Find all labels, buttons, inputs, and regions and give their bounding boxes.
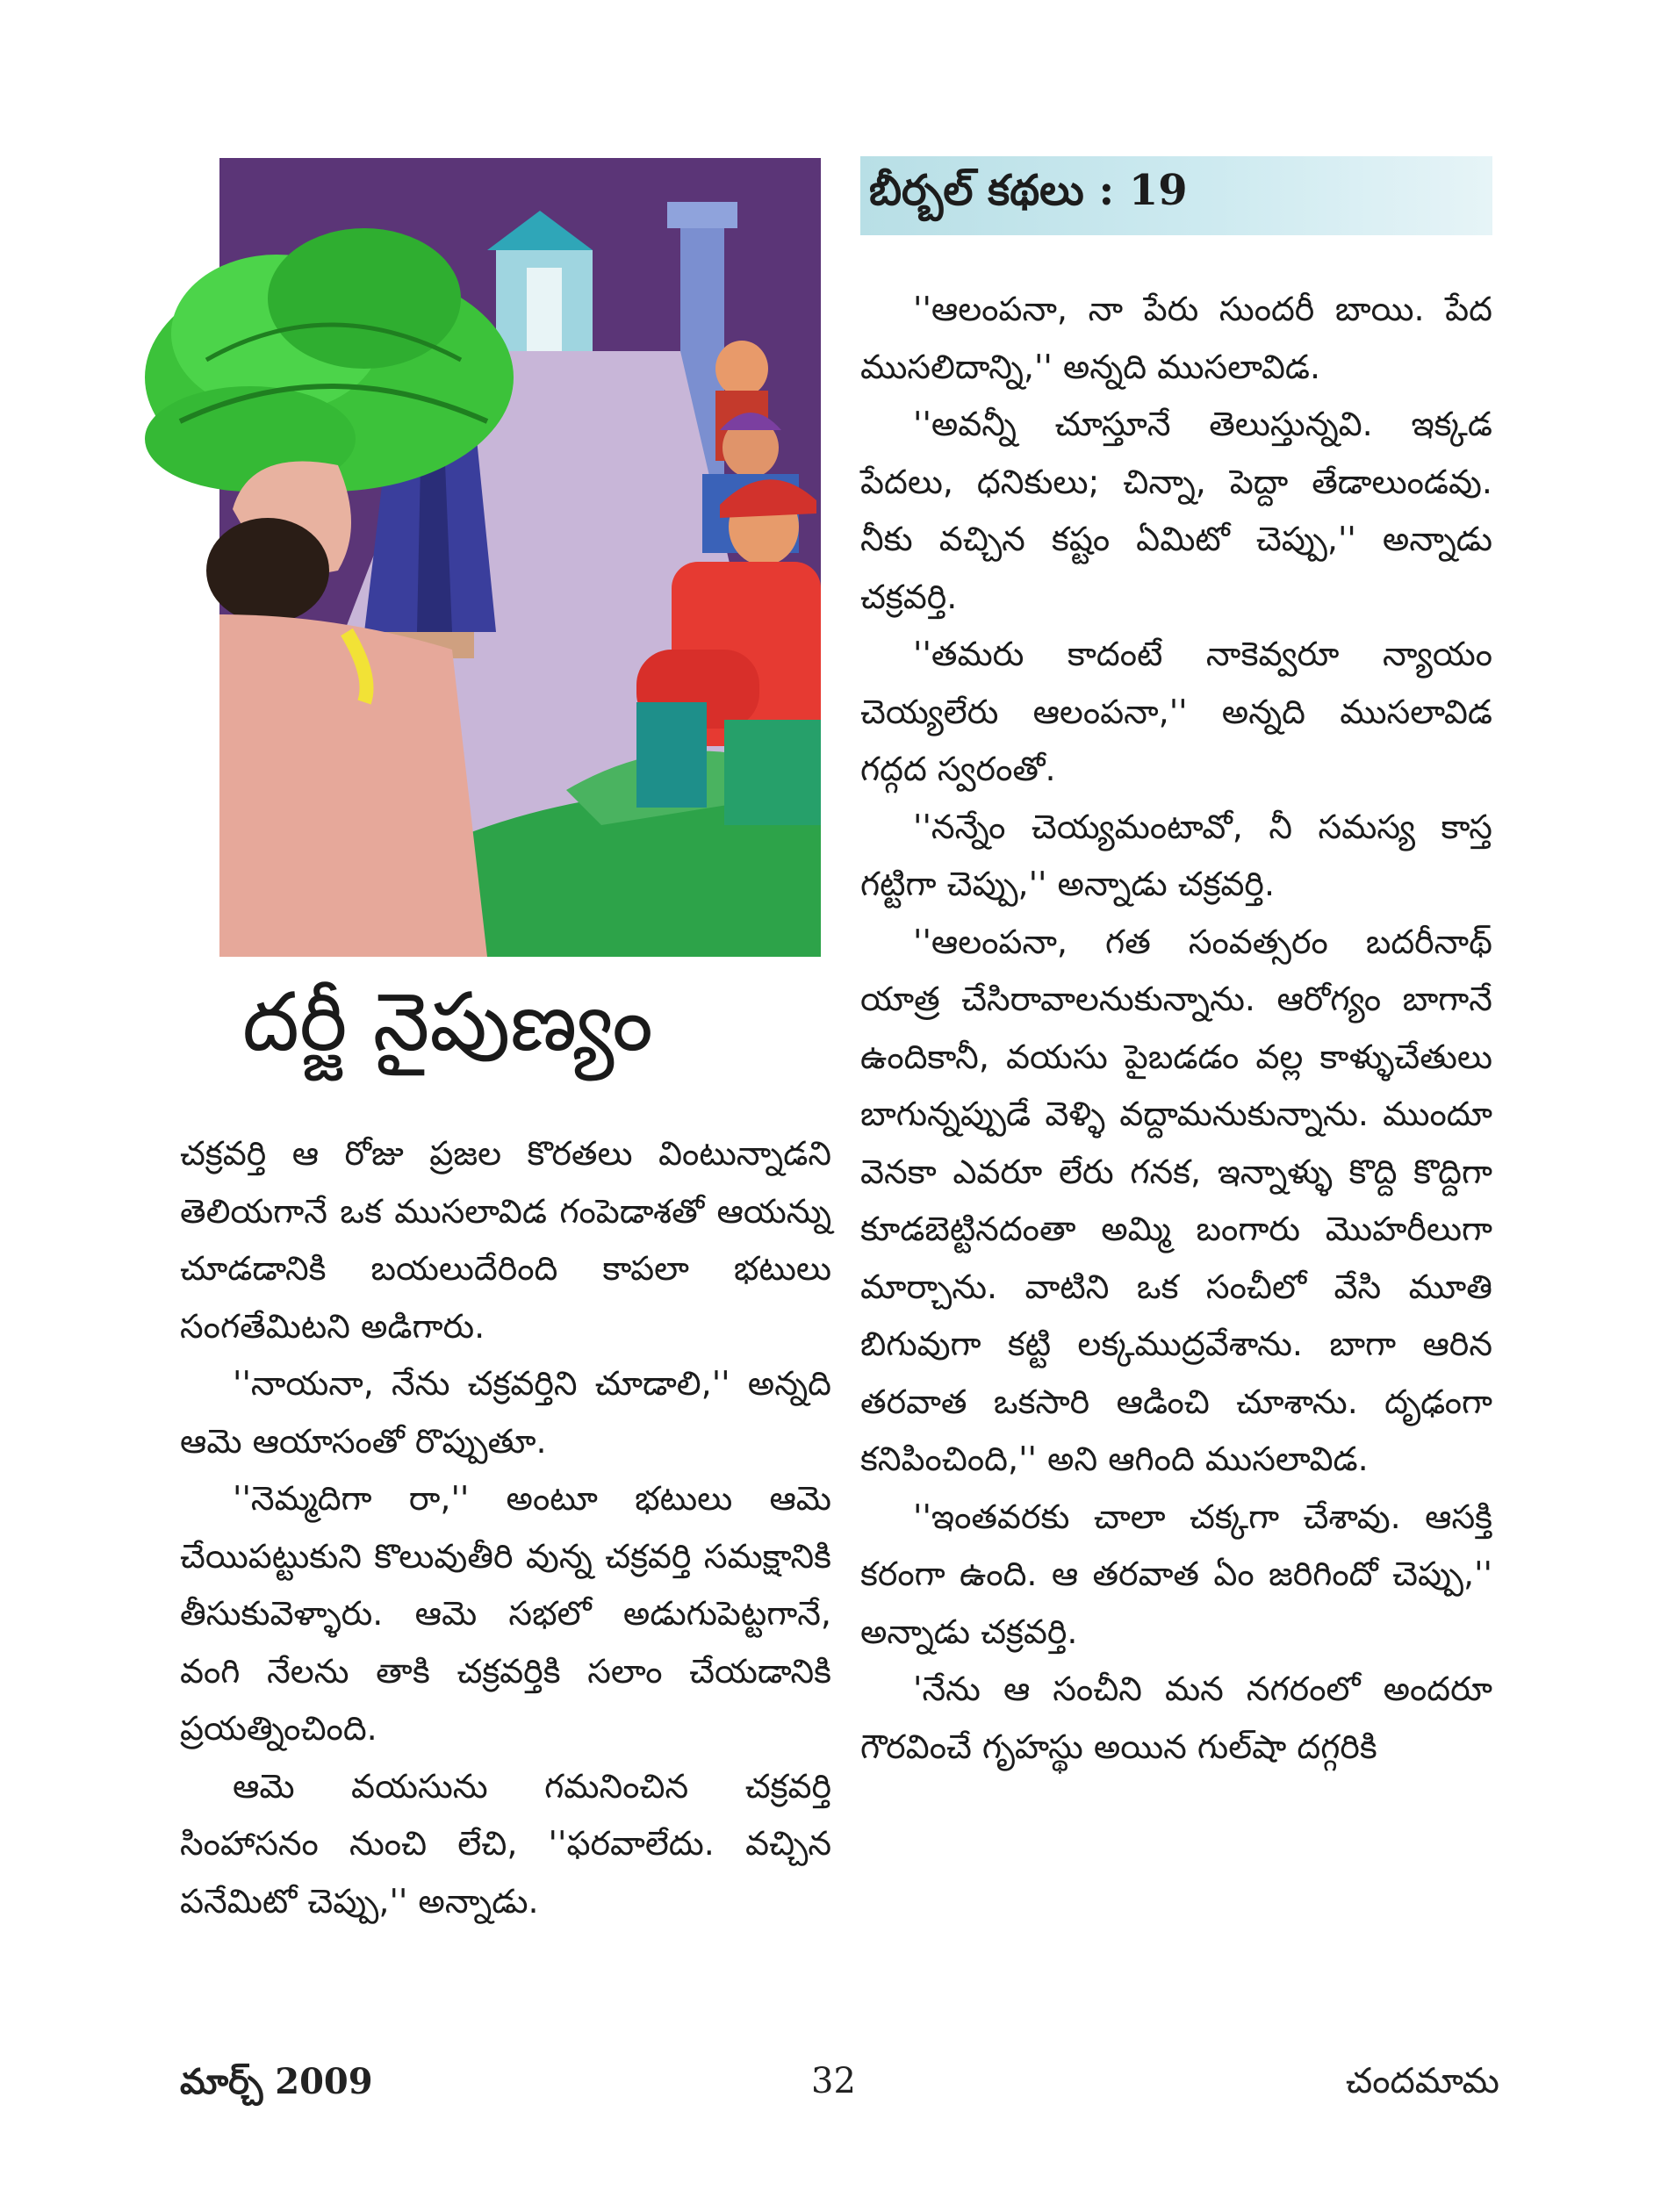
footer-magazine-name: చందమామ xyxy=(1345,2061,1499,2101)
paragraph: ''ఆలంపనా, గత సంవత్సరం బదరీనాథ్ యాత్ర చేసిరావాలనుకున్నాను. ఆరోగ్యం బాగానే ఉందికానీ, వయసు పైబడడం వల్ల కాళ్ళుచేతులు బాగున్నప్పుడే వెళ్ళి వద్దామనుకున్నాను. ముందూ వెనకా ఎవరూ లేరు గనక, ఇన్నాళ్ళు కొద్ది కొద్దిగా కూడబెట్టినదంతా అమ్మి బంగారు మొహరీలుగా మార్చాను. వాటిని ఒక సంచీలో వేసి మూతి బిగువుగా కట్టి లక్కముద్రవేశాను. బాగా ఆరిన తరవాత ఒకసారి ఆడించి చూశాను. దృఢంగా కనిపించింది,'' అని ఆగింది ముసలావిడ. xyxy=(860,922,1492,1478)
paragraph: ''ఇంతవరకు చాలా చక్కగా చేశావు. ఆసక్తి కరంగా ఉంది. ఆ తరవాత ఏం జరిగిందో చెప్పు,'' అన్నాడు చక్రవర్తి. xyxy=(860,1497,1492,1651)
paragraph: ''ఆలంపనా, నా పేరు సుందరీ బాయి. పేద ముసలిదాన్ని,'' అన్నది ముసలావిడ. xyxy=(860,290,1492,386)
paragraph: ఆమె వయసును గమనించిన చక్రవర్తి సింహాసనం నుంచి లేచి, ''ఫరవాలేదు. వచ్చిన పనేమిటో చెప్పు,'' అన్నాడు. xyxy=(180,1766,831,1921)
paragraph: ''నాయనా, నేను చక్రవర్తిని చూడాలి,'' అన్నది ఆమె ఆయాసంతో రొప్పుతూ. xyxy=(180,1364,831,1461)
footer-issue-date: మార్చ్ 2009 xyxy=(180,2061,373,2102)
paragraph: చక్రవర్తి ఆ రోజు ప్రజల కొరతలు వింటున్నాడని తెలియగానే ఒక ముసలావిడ గంపెడాశతో ఆయన్ను చూడడానికి బయలుదేరింది కాపలా భటులు సంగతేమిటని అడిగారు. xyxy=(180,1134,831,1346)
series-banner xyxy=(860,156,1492,235)
footer-page-number: 32 xyxy=(811,2061,856,2101)
paragraph: ''తమరు కాదంటే నాకెవ్వరూ న్యాయం చెయ్యలేరు ఆలంపనా,'' అన్నది ముసలావిడ గద్గద స్వరంతో. xyxy=(860,635,1492,788)
paragraph: ''అవన్నీ చూస్తూనే తెలుస్తున్నవి. ఇక్కడ పేదలు, ధనికులు; చిన్నా, పెద్దా తేడాలుండవు. నీకు వచ్చిన కష్టం ఏమిటో చెప్పు,'' అన్నాడు చక్రవర్తి. xyxy=(860,405,1492,616)
left-column xyxy=(180,1125,831,1930)
paragraph: ''నన్నేం చెయ్యమంటావో, నీ సమస్య కాస్త గట్టిగా చెప్పు,'' అన్నాడు చక్రవర్తి. xyxy=(860,807,1492,903)
story-title: దర్జీ నైపుణ్యం xyxy=(242,975,653,1069)
story-illustration xyxy=(75,158,821,957)
right-column xyxy=(860,281,1492,1776)
paragraph: ''నెమ్మదిగా రా,'' అంటూ భటులు ఆమె చేయిపట్టుకుని కొలువుతీరి వున్న చక్రవర్తి సమక్షానికి తీసుకువెళ్ళారు. ఆమె సభలో అడుగుపెట్టగానే, వంగి నేలను తాకి చక్రవర్తికి సలాం చేయడానికి ప్రయత్నించింది. xyxy=(180,1479,831,1748)
paragraph: 'నేను ఆ సంచీని మన నగరంలో అందరూ గౌరవించే గృహస్థు అయిన గుల్‌షా దగ్గరికి xyxy=(860,1670,1492,1766)
series-title: బీర్బల్ కథలు : 19 xyxy=(869,166,1188,215)
